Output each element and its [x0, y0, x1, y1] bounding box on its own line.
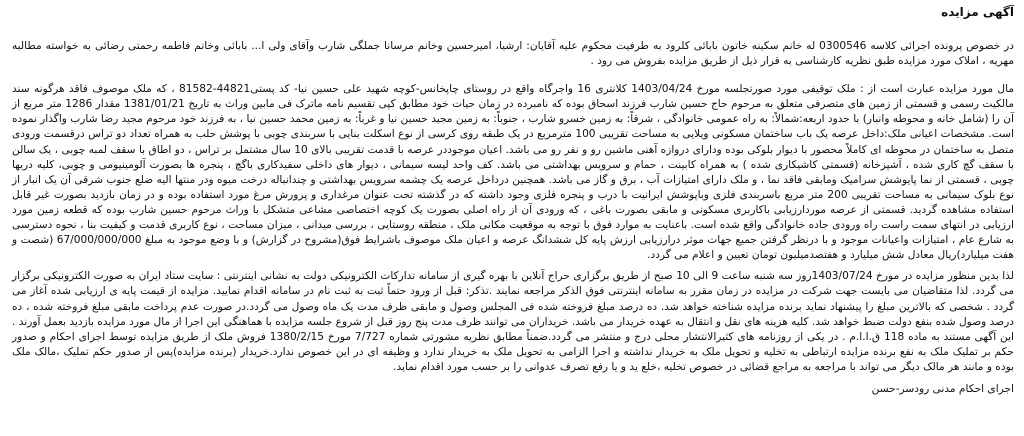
notice-title: آگهی مزایده	[941, 5, 1014, 19]
issuer-signature: اجرای احکام مدنی رودسر-حسن	[871, 382, 1014, 395]
auction-terms-paragraph: لذا بدین منظور مزایده در مورخ 1403/07/24روز سه شنبه ساعت 9 الی 10 صبح از طریق برگزاری حراج آنلاین با بهره گیری از سامانه تدارکات الکترونیکی دولت به نشانی اینترنتی : سایت ستاد ایران به صورت الکترونیکی برگزار می گردد. لذا متقاضیان می بایست جهت شرکت در مزایده در زمان مقرر به سامانه اینترنتی فوق الذکر مراجعه نمایند .تذکر: قبل از ورود حتماً ثبت به ثبت نام در سامانه اقدام نمایید. مزایده از قیمت پایه ی ارزیابی شده آغاز می گردد . شخصی که بالاترین مبلغ را پیشنهاد نماید برنده مزایده شناخته خواهد شد. ده درصد مبلغ فروخته شده فی المجلس وصول و مابقی ظرف مدت یک ماه وصول می گردد.در صورت عدم پرداخت مابقی مبلغ فروخته شده ، ده درصد وصول شده بنفع دولت ضبط خواهد شد. کلیه هزینه های نقل و انتقال به عهده خریدار می باشد. خریداران می توانند ظرف مدت پنج روز قبل از شروع جلسه مزایده با هماهنگی این اجرا از مال مورد مزایده بازدید بعمل آورند . این آگهی مستند به ماده 118 ق.ا.ا.م . در یکی از روزنامه های کثیرالانتشار محلی درج و منتشر می گردد.ضمناً مطابق نظریه مشورتی شماره 7/727 مورخ 1380/2/15 فروش ملک از طریق مزایده توسط اجرای احکام و صدور حکم بر تملیک ملک به نفع برنده مزایده ارتباطی به تخلیه و تحویل ملک به خریدار نداشته و اجرا الزامی به تحویل ملک به خریدار ندارد و وظیفه ای در این خصوص ندارد.خریدار (برنده مزایده)پس از صدور حکم تملیک ،مالک ملک بوده و مانند هر مالک دیگر می تواند با مراجعه به مراجع قضائی در خصوص تخلیه ،خلع ید و یا رفع تصرف عدوانی را بر حسب مورد اقدام نماید.	[12, 270, 1014, 373]
case-intro-paragraph: در خصوص پرونده اجرائی کلاسه 0300546 له خانم سکینه خاتون بابائی کلرود به طرفیت محکوم علیه آقایان: ارشیا، امیرحسین وخانم مرسانا جملگی شارب وآقای ولی ا... بابائی وخانم فاطمه رحمتی رضائی به خواسته مطالبه مهریه ، املاک مورد مزایده طبق نظریه کارشناسی به قرار ذیل از طریق مزایده بفروش می رود .	[12, 40, 1014, 68]
property-description-paragraph: مال مورد مزایده عبارت است از : ملک توقیفی مورد صورتجلسه مورخ 1403/04/24 کلانتری 16 واجرگاه واقع در روستای چاپخانس-کوچه شهید علی حسین نیا- کد پستی44821-81582 ، که ملک موصوف فاقد هرگونه سند مالکیت رسمی و قسمتی از زمین های متصرفی متعلق به مرحوم حاج حسین شارب فرزند اسحاق بوده که نامبرده در زمان حیات خود مطابق کپی تقسیم نامه ماترک فی مابین وراث به تاریخ 1381/01/21 مقدار 1286 متر مربع از آن را (شامل خانه و محوطه وانبار) با حدود اربعه:شمالاً: به راه عمومی خانوادگی ، شرقاً: به زمین خسرو شارب ، جنوباً: به زمین مجید حسین نیا و غرباً: به زمین محمد حسین نیا ، به فرزند خود مرحوم مجید رضا شارب واگذار نموده است. مشخصات اعیانی ملک:داخل عرصه یک باب ساختمان مسکونی ویلایی به مساحت تقریبی 100 مترمربع در یک طبقه روی کرسی از نوع اسکلت بنایی با سربندی چوبی با پوشش حلب به همراه تعداد دو تراس درقسمت ورودی متصل به ساختمان در محوطه ای کاملاً محصور با دیوار بلوکی بوده ودارای دروازه آهنی ماشین رو و نفر رو می باشد. اعیان موجوددر عرصه با قدمت تقریبی بالای 10 سال مشتمل بر تراس ، دو اطاق با سقف لمبه چوبی ، یک سالن با سقف گچ کاری شده ، آشپزخانه (قسمتی کاشیکاری شده ) به همراه کابینت ، حمام و سرویس بهداشتی می باشد. کف واحد لیسه سیمانی ، دیوار های داخلی سفیدکاری باگچ ، پنجره ها بصورت آلومینیومی و چوبی، کلیه دربها چوبی ، قسمتی از نما پایوشش سرامیک ومابقی فاقد نما ، و ملک دارای امتیازات آب ، برق و گاز می باشد. همچنین درداخل عرصه یک چشمه سرویس بهداشتی و چندانباله درخت میوه ودر منتها الیه ضلع جنوب شرقی آن یک انبار از نوع بلوک سیمانی به مساحت تقریبی 200 متر مربع باسربندی فلزی وباپوشش ایرانیت با درب و پنجره فلزی وجود داشته که در گذشته تحت عنوان مرغداری و پرورش مرغ مورد استفاده بوده و در زمان بازدید بصورت غیر قابل استفاده مشاهده گردید. قسمتی از عرصه موردارزیابی باکاربری مسکونی و مابقی بصورت باغی ، که ورودی آن از راه اصلی بصورت یک کوچه اختصاصی مشاعی متشکل با وراث مرحوم حسین شارب بوده که قطعه زمین مورد ارزیابی در انتهای سمت راست راه ورودی جاده خانوادگی واقع شده است. باعنایت به موارد فوق با توجه به موقعیت مکانی ملک ، منطقه روستایی ، بررسی میدانی ، میزان مساحت ، نوع کاربری قدمت و کیفیت بنا ، نحوه دسترسی به شارع عام ، امتیازات واعیانات موجود و با درنظر گرفتن جمیع جهات موثر درارزیابی ارزش پایه کل ششدانگ عرصه و اعیان ملک موصوف باشرایط فوق(مشروح در گزارش) و با وضع موجود به مبلغ 67/000/000/000 (شصت و هفت میلیارد)ریال معادل شش میلیارد و هفتصدمیلیون تومان تعیین و اعلام می گردد.	[12, 83, 1015, 262]
